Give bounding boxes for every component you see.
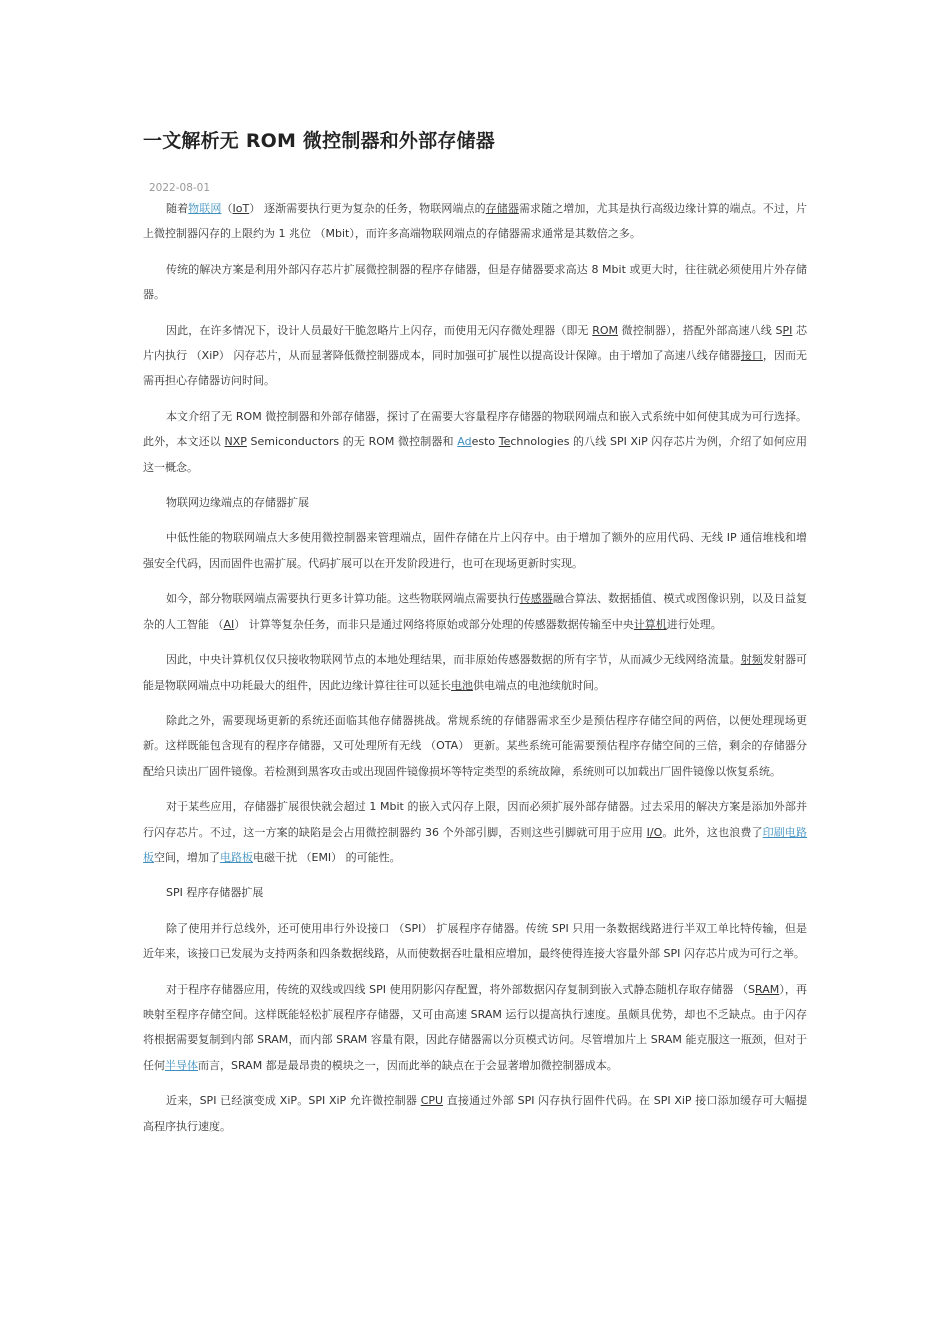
link-computer[interactable]: 计算机 <box>633 617 667 631</box>
text: ） 计算等复杂任务，而非只是通过网络将原始或部分处理的传感器数据传输至中央 <box>234 617 634 631</box>
text: 微控制器），搭配外部高速八线 S <box>618 323 783 337</box>
text: 需求随之增加，尤其是执行高级边缘计算的端点。不过，片上微控制器闪存的上限约为 1 兆位 （Mbit），而许多高端物联网端点的存储器需求通常是其数倍之多。 <box>143 202 808 241</box>
paragraph-2: 传统的解决方案是利用外部闪存芯片扩展微控制器的程序存储器，但是存储器要求高达 8 Mbit 或更大时，往往就必须使用片外存储器。 <box>143 262 807 302</box>
text: chnologies 的八线 SPI XiP 闪存芯片为例，介绍了如何应用这一概念。 <box>143 435 807 474</box>
paragraph-4 <box>143 404 807 480</box>
text: 供电端点的电池续航时间。 <box>473 678 605 692</box>
text: 随着 <box>166 202 189 215</box>
paragraph-7 <box>143 647 807 698</box>
text: 如今，部分物联网端点需要执行更多计算功能。这些物联网端点需要执行 <box>166 592 520 606</box>
text: 近来，SPI 已经演变成 XiP。SPI XiP 允许微控制器 <box>166 1094 421 1108</box>
text: 融合算法、数据插值、模式或图像识别，以及日益复杂的人工智能 （ <box>143 592 808 631</box>
article-title: 一文解析无 ROM 微控制器和外部存储器 <box>143 130 495 152</box>
text: ，因而无需再担心存储器访问时间。 <box>143 349 808 388</box>
text: 空间，增加了 <box>154 850 220 864</box>
paragraph-6 <box>143 586 807 637</box>
link-pcb[interactable]: 印刷电路板 <box>143 825 808 864</box>
link-circuit-board[interactable]: 电路板 <box>220 850 253 864</box>
link-battery[interactable]: 电池 <box>451 678 473 692</box>
text: （ <box>221 202 233 215</box>
link-iot[interactable]: 物联网 <box>188 202 222 215</box>
link-ai[interactable]: AI <box>223 617 235 631</box>
text: 进行处理。 <box>666 617 722 631</box>
link-adesto[interactable]: Ad <box>457 435 472 449</box>
text: 芯片内执行 （XiP） 闪存芯片，从而显著降低微控制器成本，同时加强可扩展性以提高设计保障。由于增加了高速八线存储器 <box>143 323 807 363</box>
text: 。此外，这也浪费了 <box>662 825 763 839</box>
text: 电磁干扰 （EMI） 的可能性。 <box>253 850 401 864</box>
link-interface[interactable]: 接口 <box>740 349 763 363</box>
text: 发射器可能是物联网端点中功耗最大的组件，因此边缘计算往往可以延长 <box>143 653 808 692</box>
link-cpu[interactable]: CPU <box>420 1094 444 1108</box>
paragraph-3 <box>143 318 807 394</box>
link-memory[interactable]: 存储器 <box>485 202 519 215</box>
link-rom[interactable]: ROM <box>592 323 619 337</box>
text: Semiconductors 的无 ROM 微控制器和 <box>246 435 458 449</box>
link-sensor[interactable]: 传感器 <box>519 592 553 606</box>
paragraph-8: 除此之外，需要现场更新的系统还面临其他存储器挑战。常规系统的存储器需求至少是预估程序存储空间的两倍，以便处理现场更新。这样既能包含现有的程序存储器，又可处理所有无线 （OTA） 更新。某些系统可能需要预估程序存储空间的三倍，剩余的存储器分配给只读出厂固件镜像。若检测到黑客攻击或出现固件镜像损坏等特定类型的系统故障，系统则可以加载出厂固件镜像以恢复系统。 <box>143 713 807 778</box>
link-semiconductor[interactable]: 半导体 <box>165 1058 198 1072</box>
text: ） 逐渐需要执行更为复杂的任务，物联网端点的 <box>249 202 486 215</box>
text: 直接通过外部 SPI 闪存执行固件代码。在 SPI XiP 接口添加缓存可大幅提高程序执行速度。 <box>143 1094 807 1133</box>
text: 对于某些应用，存储器扩展很快就会超过 1 Mbit 的嵌入式闪存上限，因而必须扩展外部存储器。过去采用的解决方案是添加外部并行闪存芯片。不过，这一方案的缺陷是会占用微控制器约 36 个外部引脚，否则这些引脚就可用于应用 <box>143 800 807 839</box>
paragraph-11 <box>143 977 807 1079</box>
link-sram[interactable]: RAM <box>755 982 780 996</box>
paragraph-9 <box>143 794 807 870</box>
paragraph-12 <box>143 1088 807 1139</box>
link-iot-abbr[interactable]: IoT <box>232 202 250 215</box>
paragraph-10: 除了使用并行总线外，还可使用串行外设接口 （SPI） 扩展程序存储器。传统 SPI 只用一条数据线路进行半双工单比特传输，但是近年来，该接口已发展为支持两条和四条数据线路，从而使数据吞吐量相应增加，最终使得连接大容量外部 SPI 闪存芯片成为可行之举。 <box>143 921 807 961</box>
text: 对于程序存储器应用，传统的双线或四线 SPI 使用阴影闪存配置，将外部数据闪存复制到嵌入式静态随机存取存储器 （S <box>166 982 756 996</box>
publish-date: 2022-08-01 <box>149 182 211 194</box>
link-nxp[interactable]: NXP <box>224 435 247 449</box>
section-heading-edge-memory: 物联网边缘端点的存储器扩展 <box>166 496 309 510</box>
text: ），再映射至程序存储空间。这样既能轻松扩展程序存储器，又可由高速 SRAM 运行以提高执行速度。虽颇具优势，却也不乏缺点。由于闪存将根据需要复制到内部 SRAM，而内部 SRAM 容量有限，因此存储器需以分页模式访问。尽管增加片上 SRAM 能克服这一瓶颈，但对于任何 <box>143 982 807 1072</box>
paragraph-1 <box>143 196 807 247</box>
link-technologies[interactable]: Te <box>498 435 511 449</box>
article <box>143 126 807 1149</box>
section-heading-spi: SPI 程序存储器扩展 <box>166 886 264 900</box>
text: 而言，SRAM 都是最昂贵的模块之一，因而此举的缺点在于会显著增加微控制器成本。 <box>198 1058 618 1072</box>
paragraph-5: 中低性能的物联网端点大多使用微控制器来管理端点，固件存储在片上闪存中。由于增加了额外的应用代码、无线 IP 通信堆栈和增强安全代码，因而固件也需扩展。代码扩展可以在开发阶段进行，也可在现场更新时实现。 <box>143 531 807 570</box>
link-io[interactable]: I/O <box>646 825 663 839</box>
text: 因此，中央计算机仅仅只接收物联网节点的本地处理结果，而非原始传感器数据的所有字节，从而减少无线网络流量。 <box>166 653 741 667</box>
text: 因此，在许多情况下，设计人员最好干脆忽略片上闪存，而使用无闪存微处理器（即无 <box>166 323 593 337</box>
text: 本文介绍了无 ROM 微控制器和外部存储器，探讨了在需要大容量程序存储器的物联网端点和嵌入式系统中如何使其成为可行选择。此外，本文还以 <box>143 409 807 449</box>
link-spi[interactable]: PI <box>782 323 793 337</box>
link-rf[interactable]: 射频 <box>740 653 763 667</box>
text: esto <box>471 435 499 449</box>
